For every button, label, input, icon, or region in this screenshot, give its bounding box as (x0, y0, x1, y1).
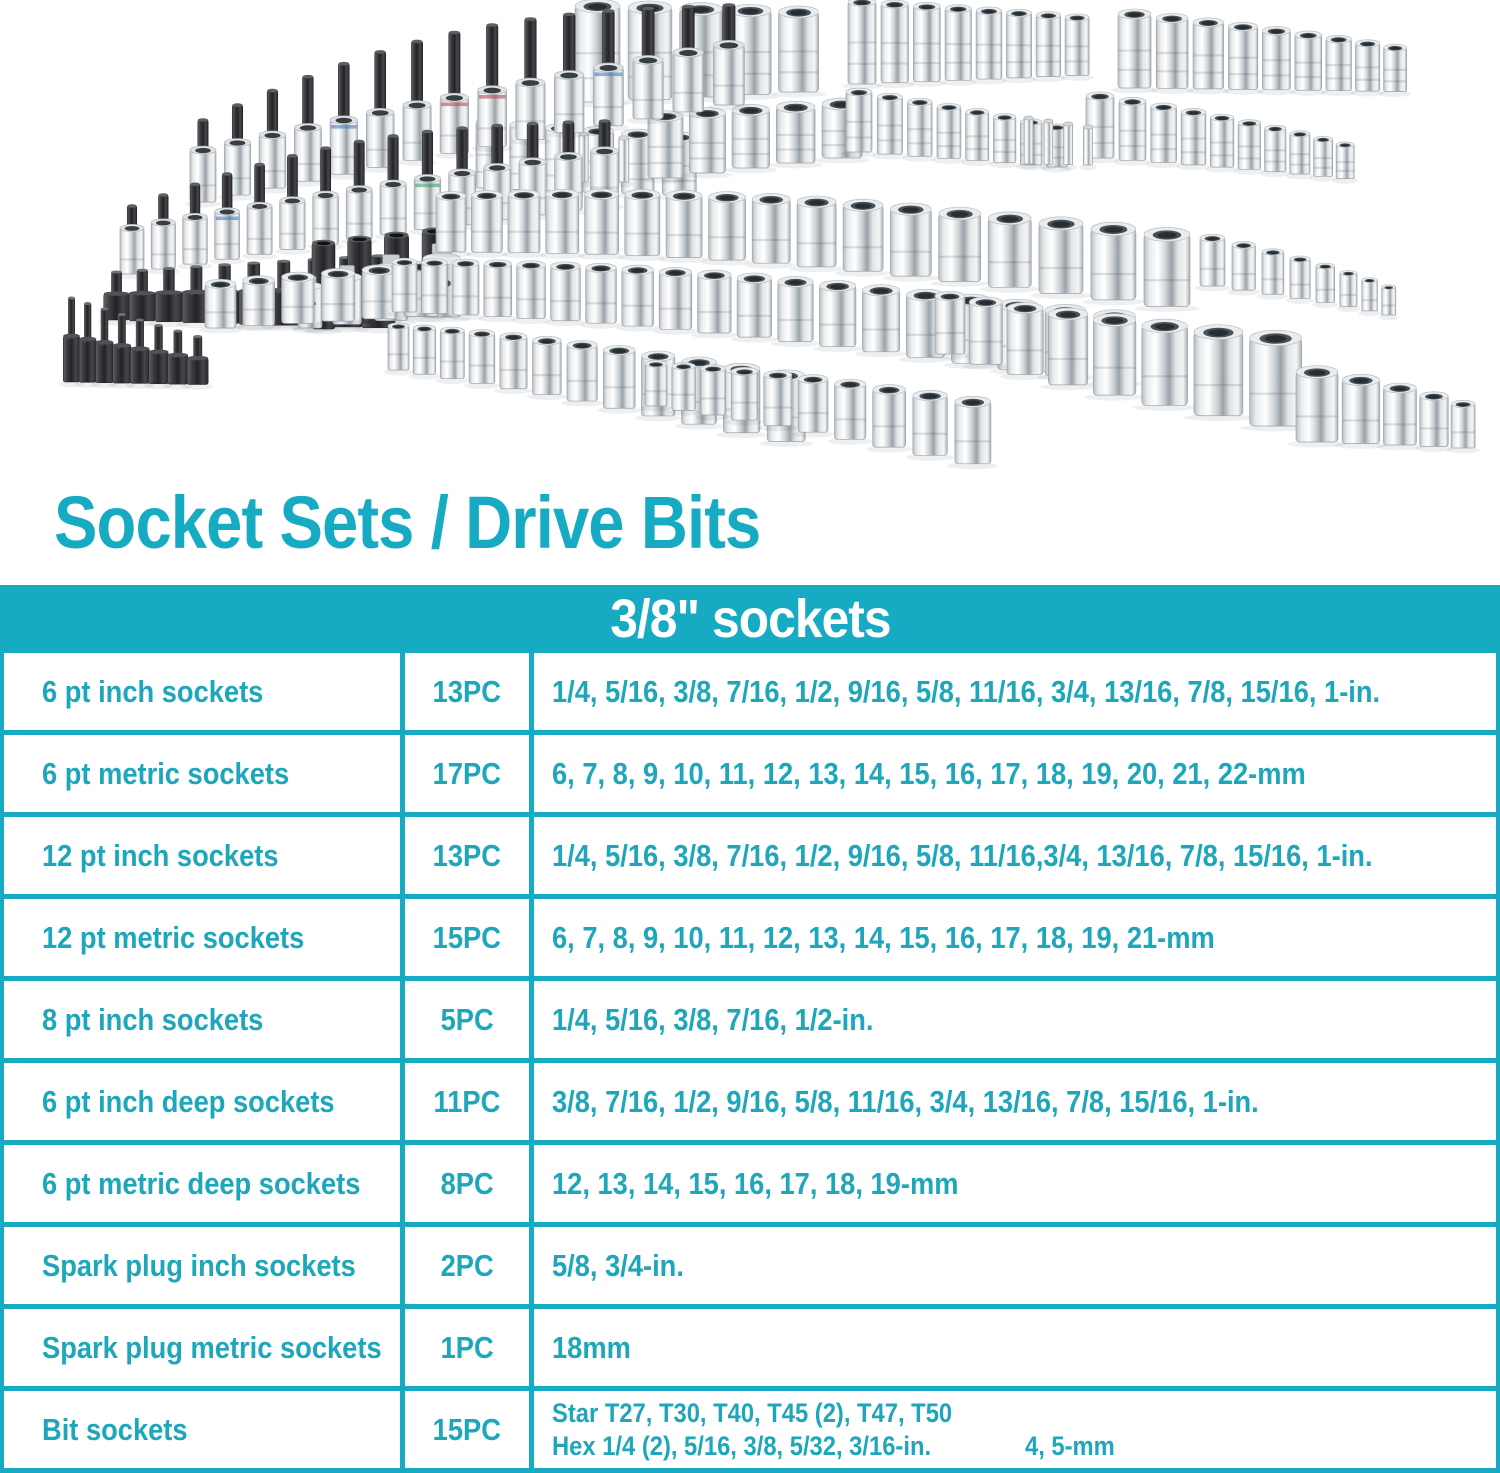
row-count: 15PC (432, 1411, 502, 1447)
row-label: 6 pt metric deep sockets (42, 1165, 361, 1201)
row-sizes-line1: Star T27, T30, T40, T45 (2), T47, T50 (552, 1397, 953, 1428)
row-sizes: 18mm (552, 1329, 631, 1365)
row-sizes: 6, 7, 8, 9, 10, 11, 12, 13, 14, 15, 16, 17, 18, 19, 20, 21, 22-mm (552, 755, 1306, 791)
cell-socket-type (4, 1063, 405, 1140)
cell-socket-type (4, 735, 405, 812)
cell-socket-type (4, 1145, 405, 1222)
table-row (4, 1309, 1496, 1391)
spec-table (0, 585, 1500, 1473)
table-row (4, 899, 1496, 981)
table-row (4, 817, 1496, 899)
row-count: 13PC (432, 673, 502, 709)
product-photo (0, 0, 1500, 480)
row-label: 12 pt metric sockets (42, 919, 305, 955)
cell-sizes (534, 1309, 1496, 1386)
cell-sizes (534, 653, 1496, 730)
row-sizes: 1/4, 5/16, 3/8, 7/16, 1/2, 9/16, 5/8, 11/16, 3/4, 13/16, 7/8, 15/16, 1-in. (552, 673, 1381, 709)
cell-piece-count (405, 899, 534, 976)
row-count: 1PC (440, 1329, 494, 1365)
row-sizes: 1/4, 5/16, 3/8, 7/16, 1/2, 9/16, 5/8, 11/16,3/4, 13/16, 7/8, 15/16, 1-in. (552, 837, 1373, 873)
table-header-text: 3/8" sockets (609, 589, 891, 649)
row-count: 17PC (432, 755, 502, 791)
cell-socket-type (4, 899, 405, 976)
page-title-text: Socket Sets / Drive Bits (54, 481, 761, 564)
table-header (0, 585, 1500, 653)
cell-socket-type (4, 653, 405, 730)
row-sizes: 1/4, 5/16, 3/8, 7/16, 1/2-in. (552, 1001, 874, 1037)
table-row (4, 1145, 1496, 1227)
row-label: 8 pt inch sockets (42, 1001, 264, 1037)
table-row (4, 1063, 1496, 1145)
cell-socket-type (4, 1309, 405, 1386)
row-count: 11PC (433, 1083, 501, 1119)
row-count: 2PC (440, 1247, 494, 1283)
cell-sizes (534, 1227, 1496, 1304)
cell-socket-type (4, 817, 405, 894)
table-row (4, 1391, 1496, 1473)
row-count: 13PC (432, 837, 502, 873)
row-label: 6 pt inch deep sockets (42, 1083, 335, 1119)
cell-piece-count (405, 1145, 534, 1222)
row-count: 5PC (440, 1001, 494, 1037)
cell-sizes (534, 1063, 1496, 1140)
row-label: Bit sockets (42, 1411, 188, 1447)
cell-socket-type (4, 1391, 405, 1468)
row-label: 12 pt inch sockets (42, 837, 279, 873)
row-label: 6 pt metric sockets (42, 755, 290, 791)
socket-set-photo-illustration (0, 0, 1500, 480)
cell-sizes (534, 1145, 1496, 1222)
cell-piece-count (405, 817, 534, 894)
table-row (4, 653, 1496, 735)
cell-piece-count (405, 1309, 534, 1386)
row-sizes-line2: Hex 1/4 (2), 5/16, 3/8, 5/32, 3/16-in. (552, 1430, 932, 1461)
table-body (0, 653, 1500, 1473)
cell-sizes (534, 817, 1496, 894)
cell-sizes (534, 735, 1496, 812)
cell-socket-type (4, 981, 405, 1058)
row-sizes-line2-metric: 4, 5-mm (1024, 1430, 1115, 1461)
cell-sizes (534, 1391, 1496, 1468)
cell-piece-count (405, 1391, 534, 1468)
cell-piece-count (405, 1227, 534, 1304)
row-sizes: 12, 13, 14, 15, 16, 17, 18, 19-mm (552, 1165, 959, 1201)
cell-piece-count (405, 653, 534, 730)
cell-piece-count (405, 981, 534, 1058)
cell-socket-type (4, 1227, 405, 1304)
cell-piece-count (405, 1063, 534, 1140)
row-sizes: 6, 7, 8, 9, 10, 11, 12, 13, 14, 15, 16, 17, 18, 19, 21-mm (552, 919, 1215, 955)
cell-piece-count (405, 735, 534, 812)
table-row (4, 1227, 1496, 1309)
row-label: Spark plug inch sockets (42, 1247, 356, 1283)
row-label: Spark plug metric sockets (42, 1329, 382, 1365)
row-count: 15PC (432, 919, 502, 955)
row-count: 8PC (440, 1165, 494, 1201)
row-sizes: 3/8, 7/16, 1/2, 9/16, 5/8, 11/16, 3/4, 13/16, 7/8, 15/16, 1-in. (552, 1083, 1259, 1119)
cell-sizes (534, 899, 1496, 976)
page-title (54, 481, 857, 564)
cell-sizes (534, 981, 1496, 1058)
table-row (4, 981, 1496, 1063)
row-label: 6 pt inch sockets (42, 673, 264, 709)
row-sizes: 5/8, 3/4-in. (552, 1247, 684, 1283)
table-row (4, 735, 1496, 817)
